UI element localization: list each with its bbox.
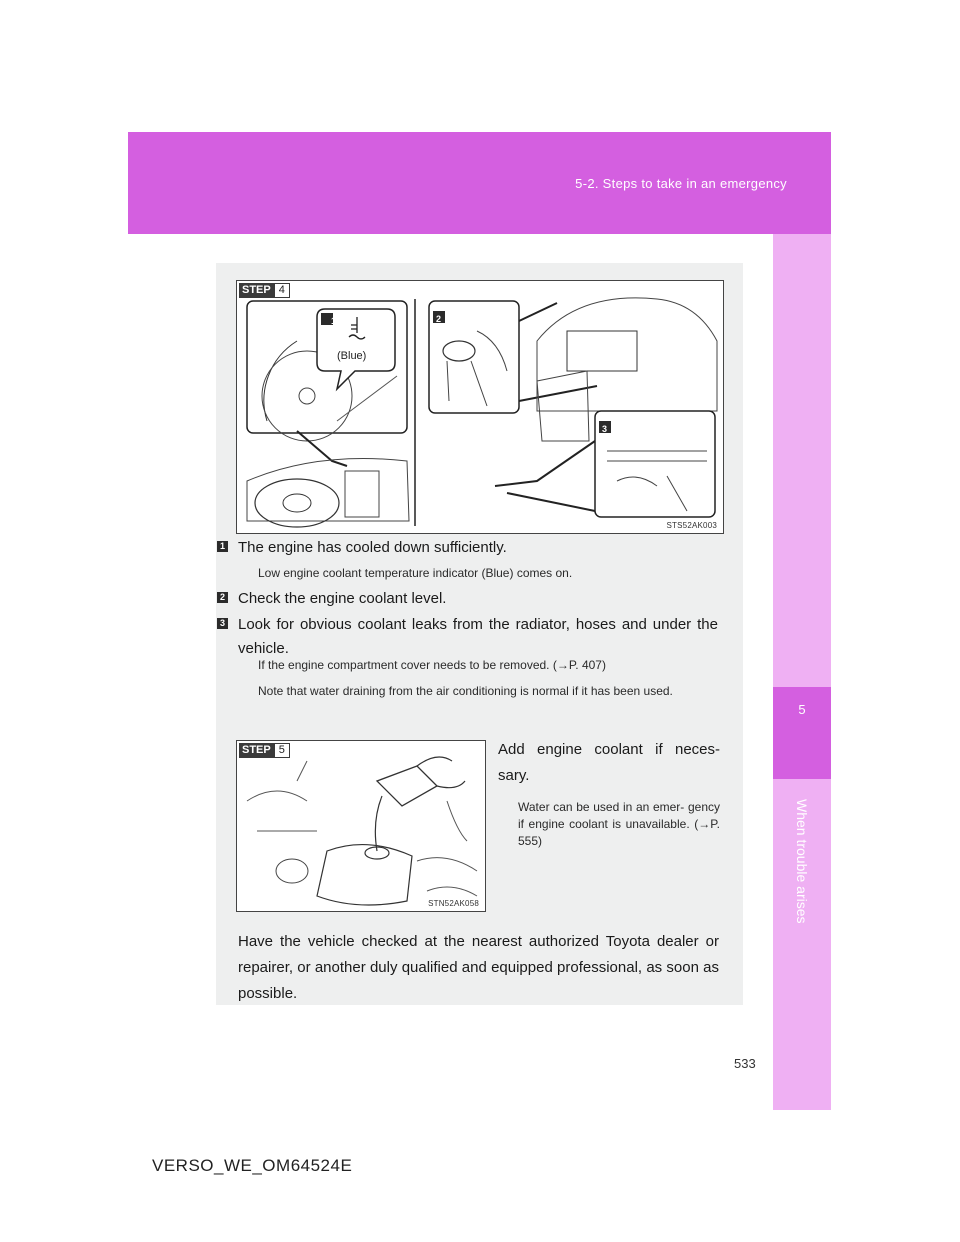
item-number-badge: 1: [217, 541, 228, 552]
page-header: [128, 132, 831, 234]
callout-1-label: 1: [331, 316, 337, 326]
callout-3-label: 3: [602, 424, 608, 434]
closing-paragraph: Have the vehicle checked at the nearest authorized Toyota dealer or repairer, or another duly qualified and equipped professional, as soon as possible.: [238, 933, 719, 1002]
step5-instruction: Add engine coolant if neces- sary.: [498, 741, 720, 784]
item-number-badge: 3: [217, 618, 228, 629]
item-1-note: Low engine coolant temperature indicator (Blue) comes on.: [258, 566, 573, 580]
section-title: 5-2. Steps to take in an emergency: [575, 176, 787, 191]
check-item-1: [219, 536, 718, 560]
step5-text-block: [498, 737, 720, 850]
item-3-note-2: Note that water draining from the air conditioning is normal if it has been used.: [258, 684, 673, 698]
step5-note: Water can be used in an emer- gency if engine coolant is unavailable. (→P. 555): [518, 800, 720, 848]
step5-illustration: [236, 740, 486, 912]
add-coolant-illustration: [237, 741, 485, 911]
step5-badge: STEP 5: [239, 743, 290, 758]
chapter-title: When trouble arises: [794, 799, 810, 924]
check-item-3: [219, 613, 718, 661]
item-text: Check the engine coolant level.: [238, 590, 447, 607]
check-item-2: [219, 587, 718, 611]
item-number-badge: 2: [217, 592, 228, 603]
dashboard-engine-illustration: [237, 281, 723, 533]
callout-2-label: 2: [436, 314, 442, 324]
content-panel: [216, 263, 743, 1005]
figure-code: STN52AK058: [428, 899, 479, 908]
footer-code: VERSO_WE_OM64524E: [152, 1156, 353, 1175]
chapter-number: 5: [798, 702, 806, 717]
step4-badge: STEP 4: [239, 283, 290, 298]
page-number: 533: [734, 1056, 756, 1071]
indicator-label: (Blue): [337, 350, 367, 362]
item-text: The engine has cooled down sufficiently.: [238, 539, 507, 556]
chapter-sidebar: [773, 234, 831, 1110]
figure-code: STS52AK003: [666, 521, 717, 530]
item-text: Look for obvious coolant leaks from the radiator, hoses and under the vehicle.: [238, 616, 718, 657]
item-3-note-1: If the engine compartment cover needs to be removed. (→P. 407): [258, 658, 606, 672]
step4-illustration: [236, 280, 724, 534]
chapter-tab: [773, 687, 831, 779]
